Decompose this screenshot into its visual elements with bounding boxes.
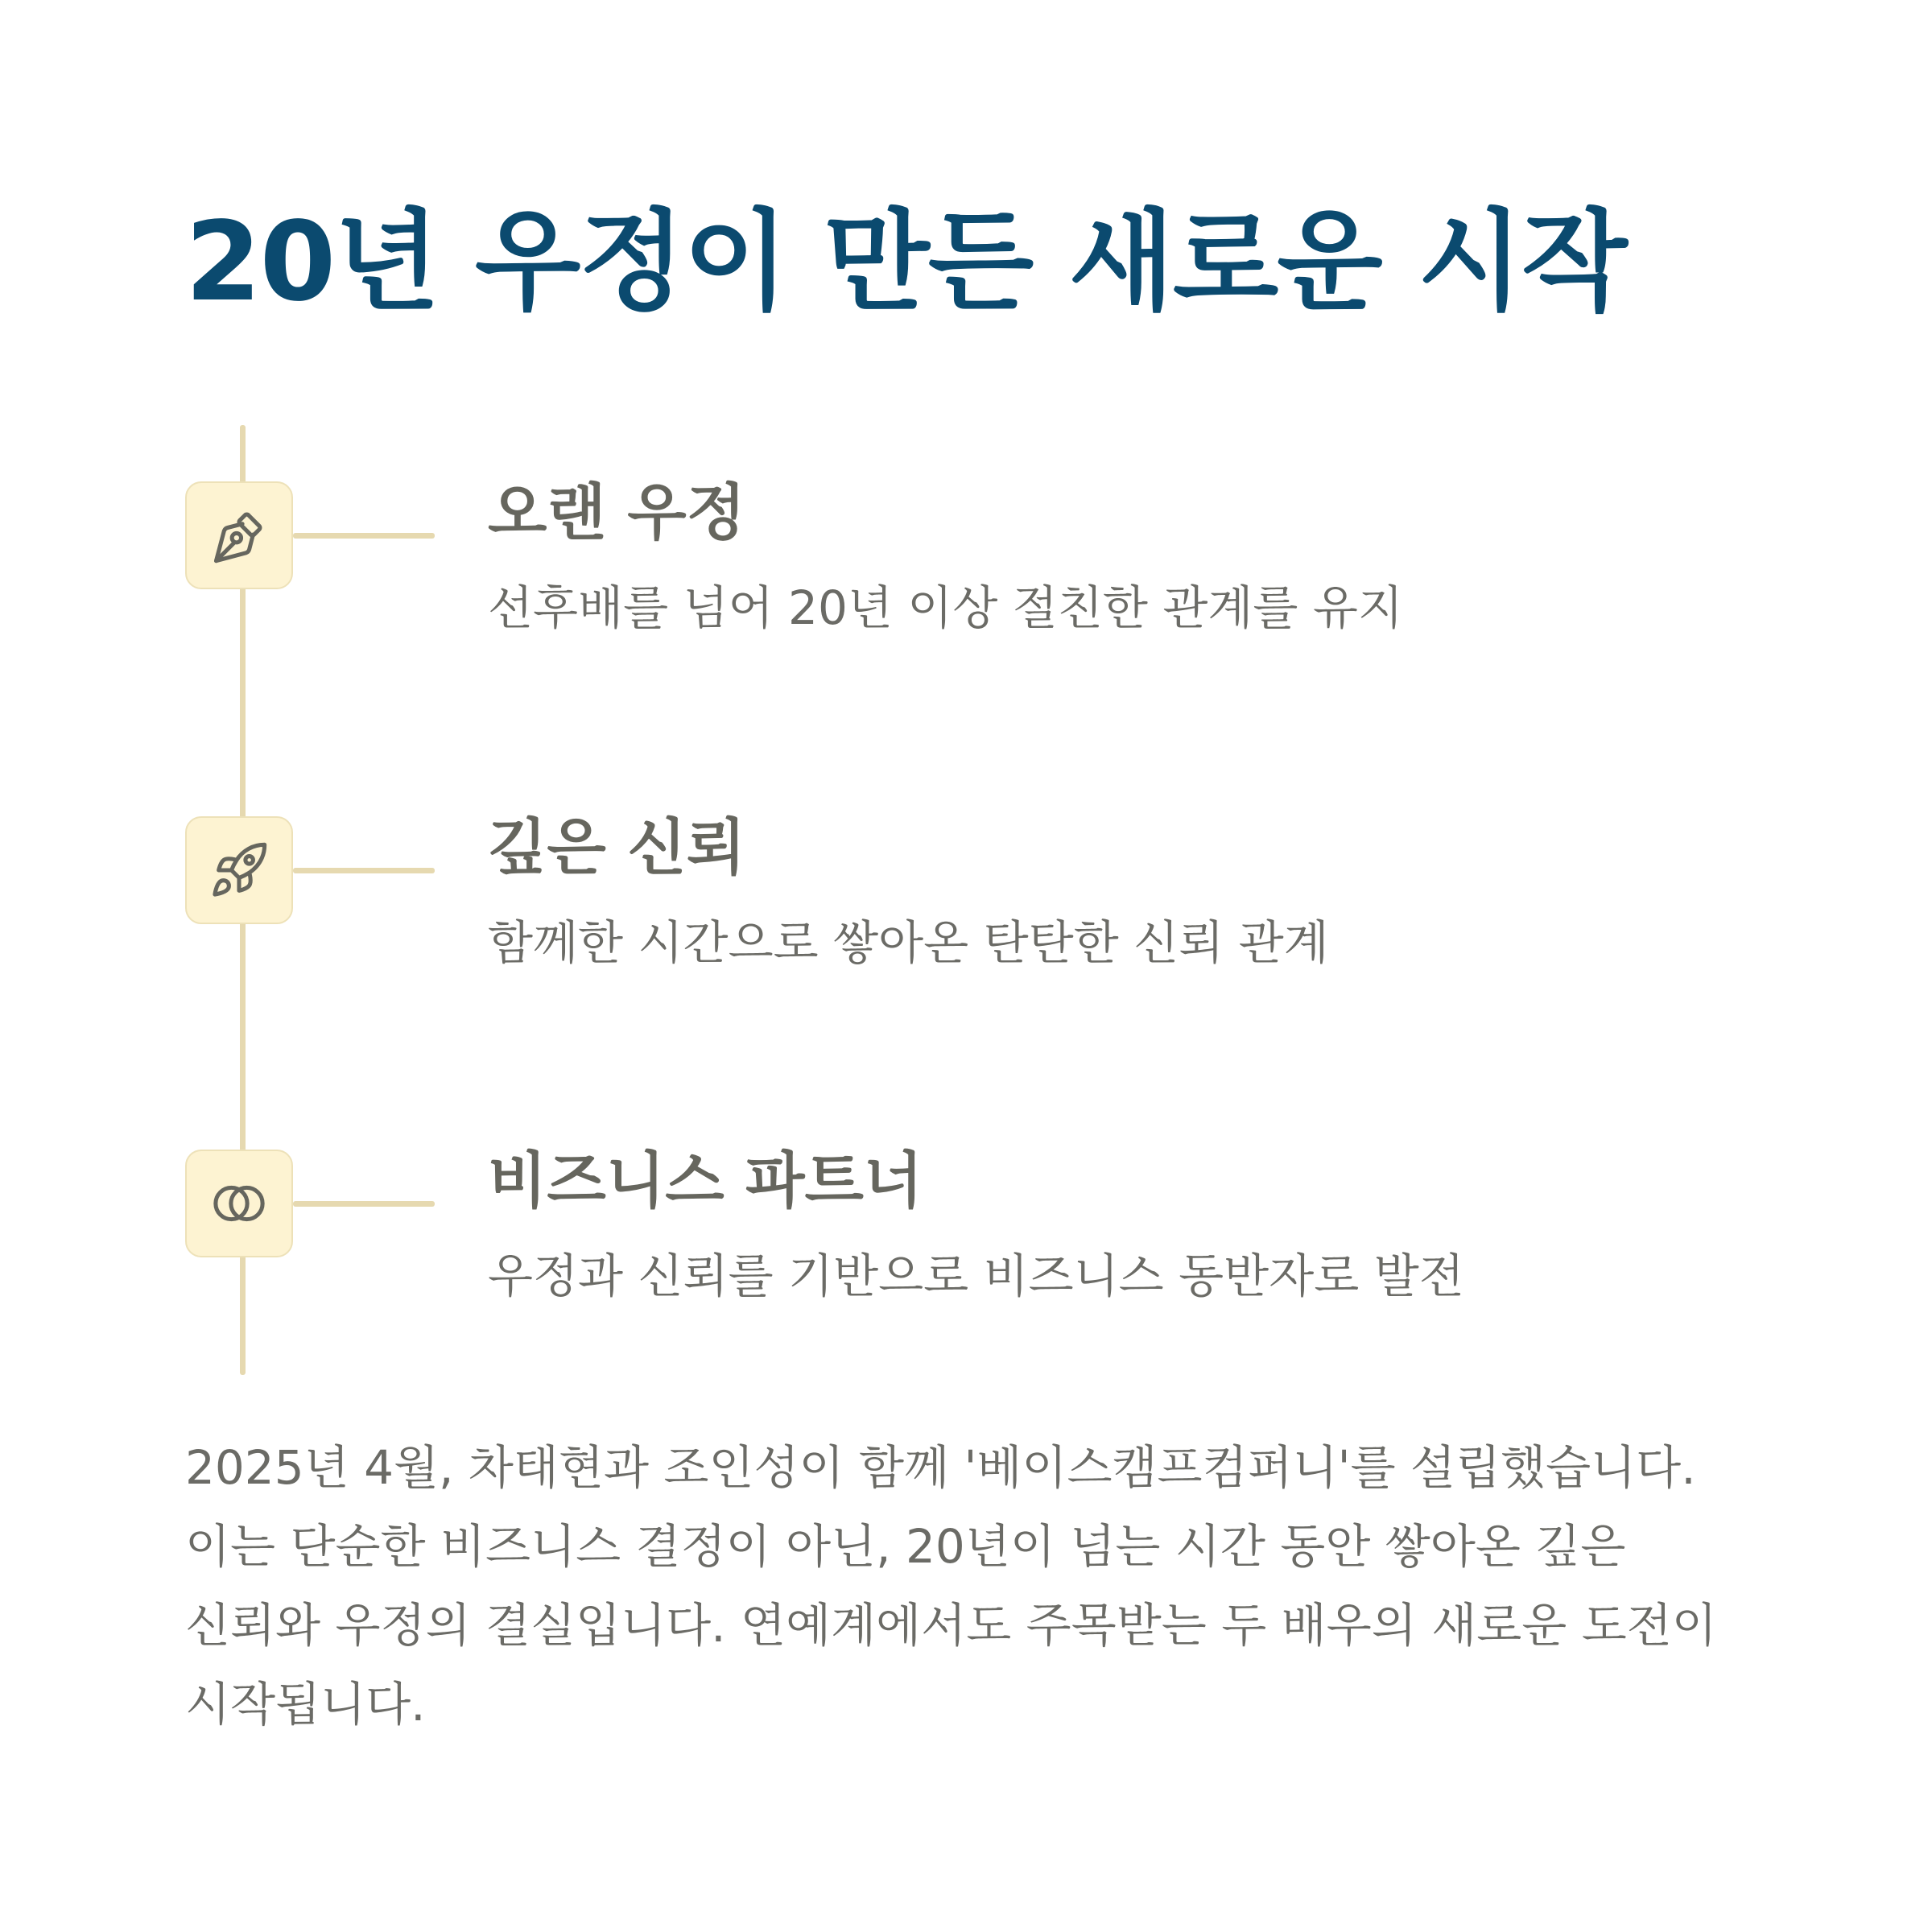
milestone-description: 선후배를 넘어 20년 이상 절친한 관계를 유지 <box>488 580 1403 635</box>
milestone-description: 함께한 시간으로 쌓아온 탄탄한 신뢰 관계 <box>488 915 1329 970</box>
timeline-connector <box>293 1201 435 1207</box>
page-title: 20년 우정이 만든 새로운 시작 <box>185 199 1626 326</box>
timeline-item-deep-trust <box>0 811 1932 993</box>
interlocking-rings-icon <box>185 1150 293 1257</box>
milestone-title: 오랜 우정 <box>488 477 746 548</box>
pen-nib-icon <box>185 481 293 589</box>
timeline-item-long-friendship <box>0 477 1932 658</box>
timeline-connector <box>293 868 435 873</box>
milestone-title: 깊은 신뢰 <box>488 811 746 883</box>
milestone-description: 우정과 신뢰를 기반으로 비즈니스 동반자로 발전 <box>488 1249 1464 1303</box>
timeline-item-business-partner <box>0 1145 1932 1327</box>
summary-paragraph: 2025년 4월, 차태현과 조인성이 함께 '베이스캠프컴퍼니'를 설립했습니다. 이는 단순한 비즈니스 결정이 아닌, 20년이 넘는 시간 동안 쌓아온 깊은 신뢰와 우정의 결실입니다. 연예계에서도 주목받는 두 배우의 새로운 도전이 시작됩니다. <box>185 1440 1717 1732</box>
milestone-title: 비즈니스 파트너 <box>488 1145 923 1216</box>
timeline-connector <box>293 533 435 539</box>
rocket-icon <box>185 816 293 924</box>
